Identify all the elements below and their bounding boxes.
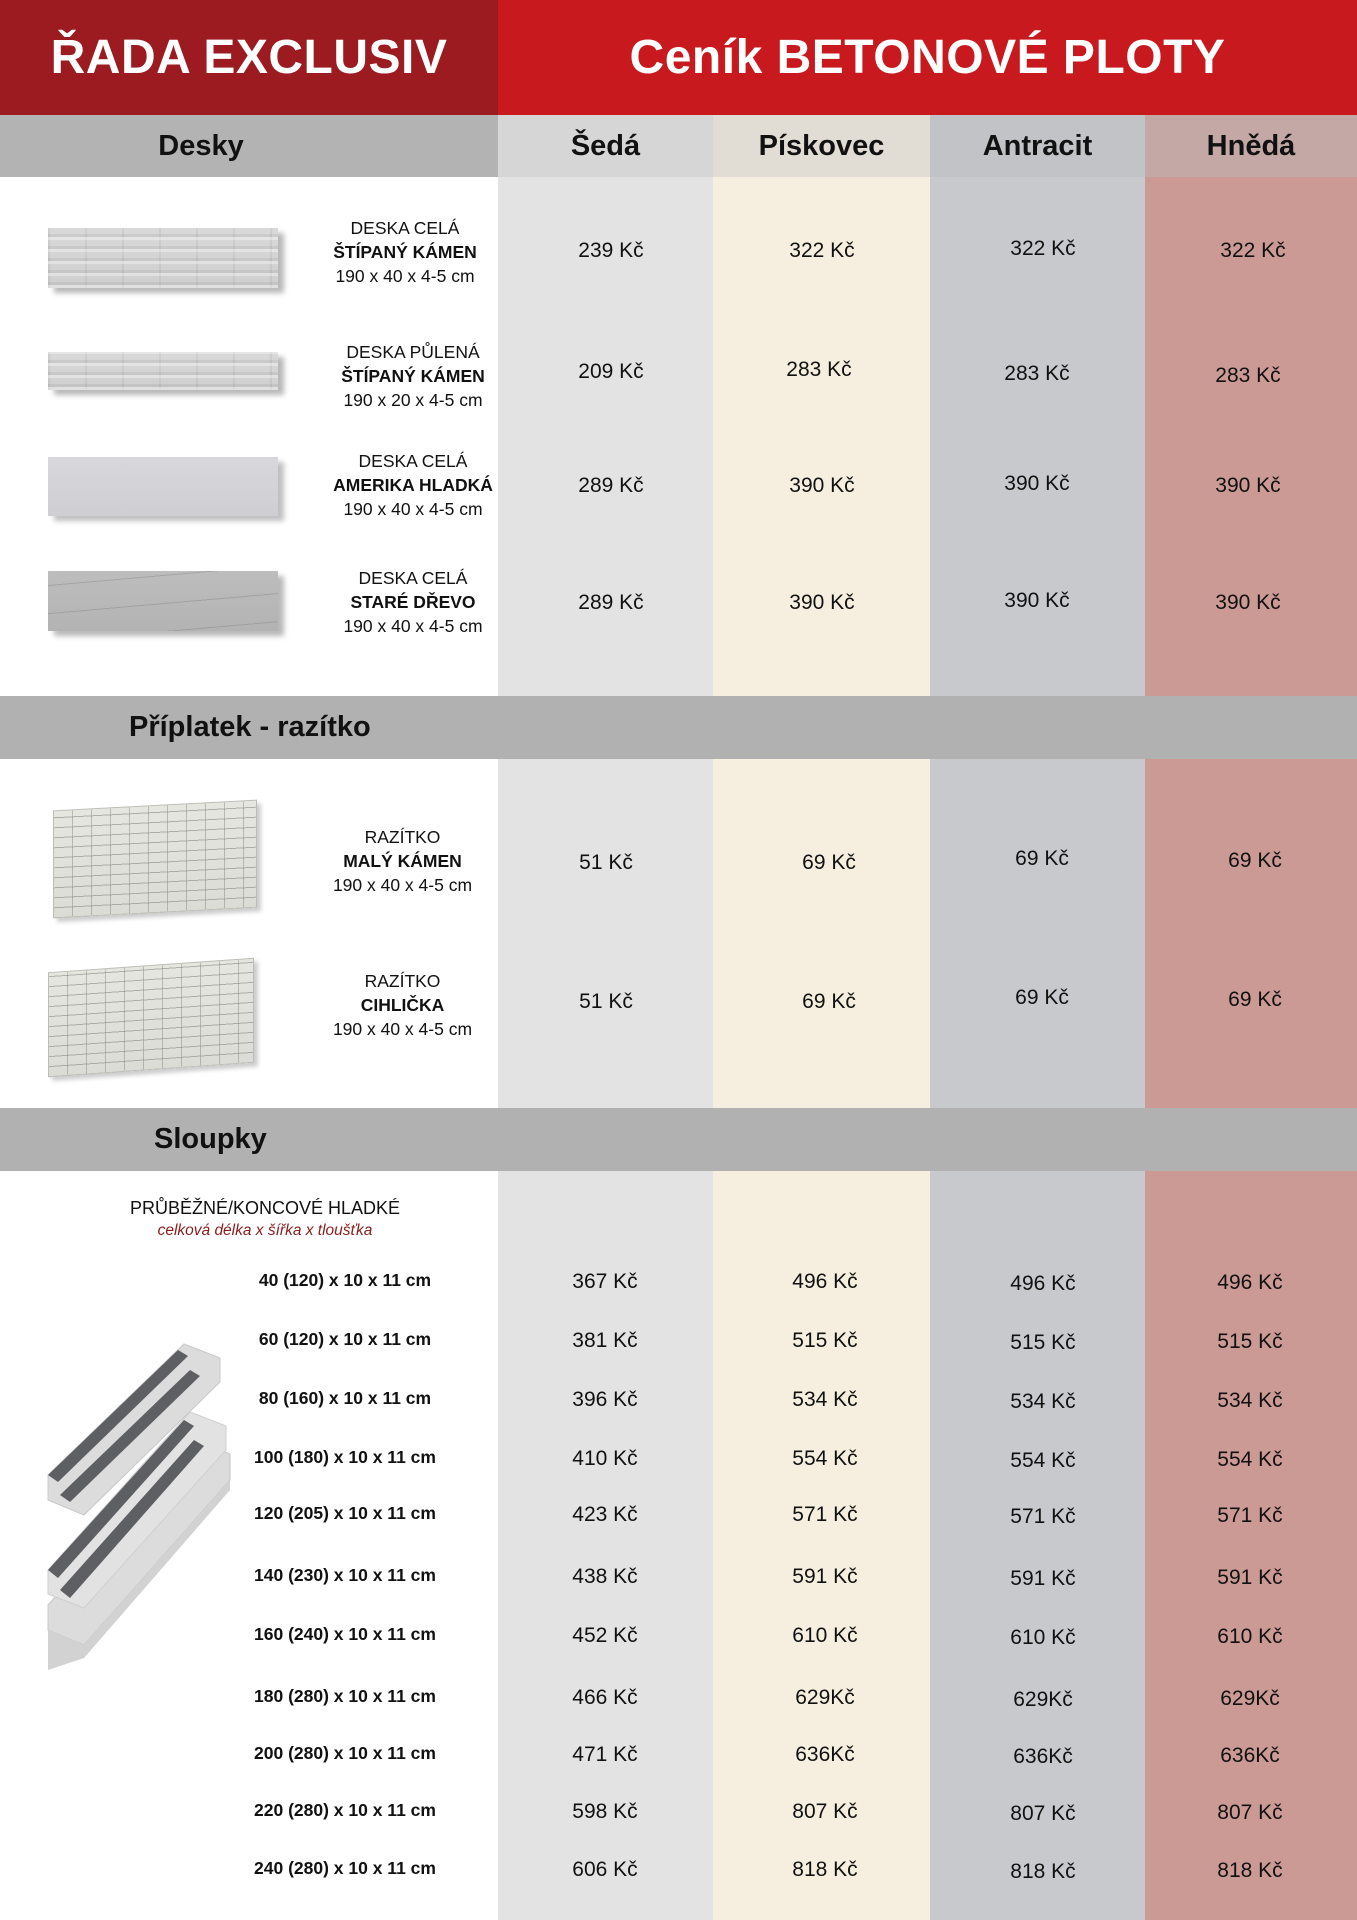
column-bg-seda: [498, 177, 713, 1920]
product-type: RAZÍTKO: [364, 971, 441, 991]
price-piskovec: 818 Kč: [792, 1858, 858, 1881]
product-image-razitko-cihlicka: [48, 958, 254, 1077]
price-piskovec: 322 Kč: [789, 239, 855, 262]
price-seda: 51 Kč: [579, 990, 633, 1013]
post-size: 200 (280) x 10 x 11 cm: [254, 1743, 436, 1763]
price-antracit: 322 Kč: [1010, 237, 1076, 260]
price-seda: 598 Kč: [572, 1800, 638, 1823]
column-bg-piskovec: [713, 177, 930, 1920]
price-hneda: 322 Kč: [1220, 239, 1286, 262]
price-piskovec: 636Kč: [795, 1743, 855, 1766]
series-title: ŘADA EXCLUSIV: [0, 0, 498, 115]
price-hneda: 636Kč: [1220, 1744, 1280, 1767]
page-header: [0, 0, 1357, 115]
price-seda: 466 Kč: [572, 1686, 638, 1709]
price-antracit: 496 Kč: [1010, 1272, 1076, 1295]
price-hneda: 69 Kč: [1228, 849, 1282, 872]
price-piskovec: 610 Kč: [792, 1624, 858, 1647]
product-image-deska-amerika-hladka: [48, 457, 278, 516]
price-piskovec: 390 Kč: [789, 474, 855, 497]
price-antracit: 818 Kč: [1010, 1860, 1076, 1883]
page-title: Ceník BETONOVÉ PLOTY: [498, 0, 1357, 115]
price-antracit: 283 Kč: [1004, 362, 1070, 385]
sloupky-type-title: PRŮBĚŽNÉ/KONCOVÉ HLADKÉ: [129, 1198, 401, 1218]
column-bg-antracit: [930, 177, 1145, 1920]
price-seda: 396 Kč: [572, 1388, 638, 1411]
post-size: 180 (280) x 10 x 11 cm: [254, 1686, 436, 1706]
column-header-antracit: Antracit: [930, 115, 1145, 177]
price-seda: 606 Kč: [572, 1858, 638, 1881]
post-size: 100 (180) x 10 x 11 cm: [254, 1447, 436, 1467]
post-size: 80 (160) x 10 x 11 cm: [258, 1388, 432, 1408]
price-seda: 239 Kč: [578, 239, 644, 262]
price-antracit: 807 Kč: [1010, 1802, 1076, 1825]
price-seda: 452 Kč: [572, 1624, 638, 1647]
column-header-desky: Desky: [0, 115, 498, 177]
product-image-deska-pulena: [48, 352, 278, 390]
price-hneda: 390 Kč: [1215, 474, 1281, 497]
post-size: 140 (230) x 10 x 11 cm: [254, 1565, 436, 1585]
post-size: 60 (120) x 10 x 11 cm: [258, 1329, 432, 1349]
product-label: [308, 340, 518, 412]
price-seda: 471 Kč: [572, 1743, 638, 1766]
product-type: DESKA CELÁ: [358, 451, 468, 471]
product-type: DESKA CELÁ: [350, 218, 460, 238]
product-image-razitko-maly-kamen: [53, 800, 257, 919]
price-antracit: 69 Kč: [1015, 986, 1069, 1009]
product-image-deska-stare-drevo: [48, 571, 278, 631]
price-antracit: 591 Kč: [1010, 1567, 1076, 1590]
price-seda: 438 Kč: [572, 1565, 638, 1588]
price-hneda: 69 Kč: [1228, 988, 1282, 1011]
column-header-piskovec: Pískovec: [713, 115, 930, 177]
section-bar-priplatek: [0, 696, 1357, 759]
price-piskovec: 554 Kč: [792, 1447, 858, 1470]
price-antracit: 554 Kč: [1010, 1449, 1076, 1472]
price-seda: 367 Kč: [572, 1270, 638, 1293]
price-hneda: 571 Kč: [1217, 1504, 1283, 1527]
price-antracit: 515 Kč: [1010, 1331, 1076, 1354]
product-name: ŠTÍPANÝ KÁMEN: [333, 242, 477, 262]
price-seda: 51 Kč: [579, 851, 633, 874]
product-name: AMERIKA HLADKÁ: [333, 475, 493, 495]
section-title: Sloupky: [154, 1123, 267, 1155]
post-size: 120 (205) x 10 x 11 cm: [254, 1503, 436, 1523]
price-hneda: 591 Kč: [1217, 1566, 1283, 1589]
price-piskovec: 591 Kč: [792, 1565, 858, 1588]
price-piskovec: 69 Kč: [802, 851, 856, 874]
price-hneda: 629Kč: [1220, 1687, 1280, 1710]
post-size: 240 (280) x 10 x 11 cm: [254, 1858, 436, 1878]
price-piskovec: 69 Kč: [802, 990, 856, 1013]
price-hneda: 496 Kč: [1217, 1271, 1283, 1294]
product-label: [300, 216, 510, 288]
product-label: [300, 969, 505, 1041]
product-dimensions: 190 x 40 x 4-5 cm: [332, 875, 473, 895]
product-dimensions: 190 x 40 x 4-5 cm: [332, 1019, 473, 1039]
price-antracit: 636Kč: [1013, 1745, 1073, 1768]
price-piskovec: 534 Kč: [792, 1388, 858, 1411]
price-piskovec: 571 Kč: [792, 1503, 858, 1526]
section-bar-sloupky: [0, 1108, 1357, 1171]
price-piskovec: 807 Kč: [792, 1800, 858, 1823]
post-size: 40 (120) x 10 x 11 cm: [258, 1270, 432, 1290]
price-hneda: 534 Kč: [1217, 1389, 1283, 1412]
price-antracit: 69 Kč: [1015, 847, 1069, 870]
price-antracit: 534 Kč: [1010, 1390, 1076, 1413]
product-label: [308, 566, 518, 638]
section-title: Příplatek - razítko: [129, 711, 371, 743]
price-piskovec: 496 Kč: [792, 1270, 858, 1293]
product-dimensions: 190 x 20 x 4-5 cm: [343, 390, 483, 410]
product-type: DESKA CELÁ: [358, 568, 468, 588]
product-name: ŠTÍPANÝ KÁMEN: [341, 366, 485, 386]
price-hneda: 807 Kč: [1217, 1801, 1283, 1824]
price-hneda: 818 Kč: [1217, 1859, 1283, 1882]
product-label: [300, 825, 505, 897]
product-name: CIHLIČKA: [360, 995, 445, 1015]
product-name: STARÉ DŘEVO: [350, 592, 476, 612]
column-bg-hneda: [1145, 177, 1357, 1920]
sloupky-dimension-legend: celková délka x šířka x tloušťka: [157, 1222, 373, 1239]
price-antracit: 610 Kč: [1010, 1626, 1076, 1649]
price-hneda: 283 Kč: [1215, 364, 1281, 387]
product-type: DESKA PŮLENÁ: [346, 342, 480, 362]
product-dimensions: 190 x 40 x 4-5 cm: [335, 266, 475, 286]
price-seda: 423 Kč: [572, 1503, 638, 1526]
product-label: [308, 449, 518, 521]
price-antracit: 571 Kč: [1010, 1505, 1076, 1528]
product-name: MALÝ KÁMEN: [343, 851, 462, 871]
price-hneda: 554 Kč: [1217, 1448, 1283, 1471]
product-dimensions: 190 x 40 x 4-5 cm: [343, 616, 483, 636]
product-dimensions: 190 x 40 x 4-5 cm: [343, 499, 483, 519]
price-piskovec: 515 Kč: [792, 1329, 858, 1352]
price-antracit: 390 Kč: [1004, 589, 1070, 612]
price-antracit: 629Kč: [1013, 1688, 1073, 1711]
column-header-hneda: Hnědá: [1145, 115, 1357, 177]
price-hneda: 515 Kč: [1217, 1330, 1283, 1353]
price-seda: 381 Kč: [572, 1329, 638, 1352]
price-piskovec: 390 Kč: [789, 591, 855, 614]
price-hneda: 390 Kč: [1215, 591, 1281, 614]
price-piskovec: 629Kč: [795, 1686, 855, 1709]
post-size: 220 (280) x 10 x 11 cm: [254, 1800, 436, 1820]
product-type: RAZÍTKO: [364, 827, 441, 847]
price-antracit: 390 Kč: [1004, 472, 1070, 495]
price-piskovec: 283 Kč: [786, 358, 852, 381]
column-header-seda: Šedá: [498, 115, 713, 177]
price-seda: 410 Kč: [572, 1447, 638, 1470]
post-size: 160 (240) x 10 x 11 cm: [254, 1624, 436, 1644]
product-image-deska-stipany-kamen: [48, 228, 278, 288]
price-seda: 209 Kč: [578, 360, 644, 383]
price-hneda: 610 Kč: [1217, 1625, 1283, 1648]
price-seda: 289 Kč: [578, 474, 644, 497]
price-seda: 289 Kč: [578, 591, 644, 614]
